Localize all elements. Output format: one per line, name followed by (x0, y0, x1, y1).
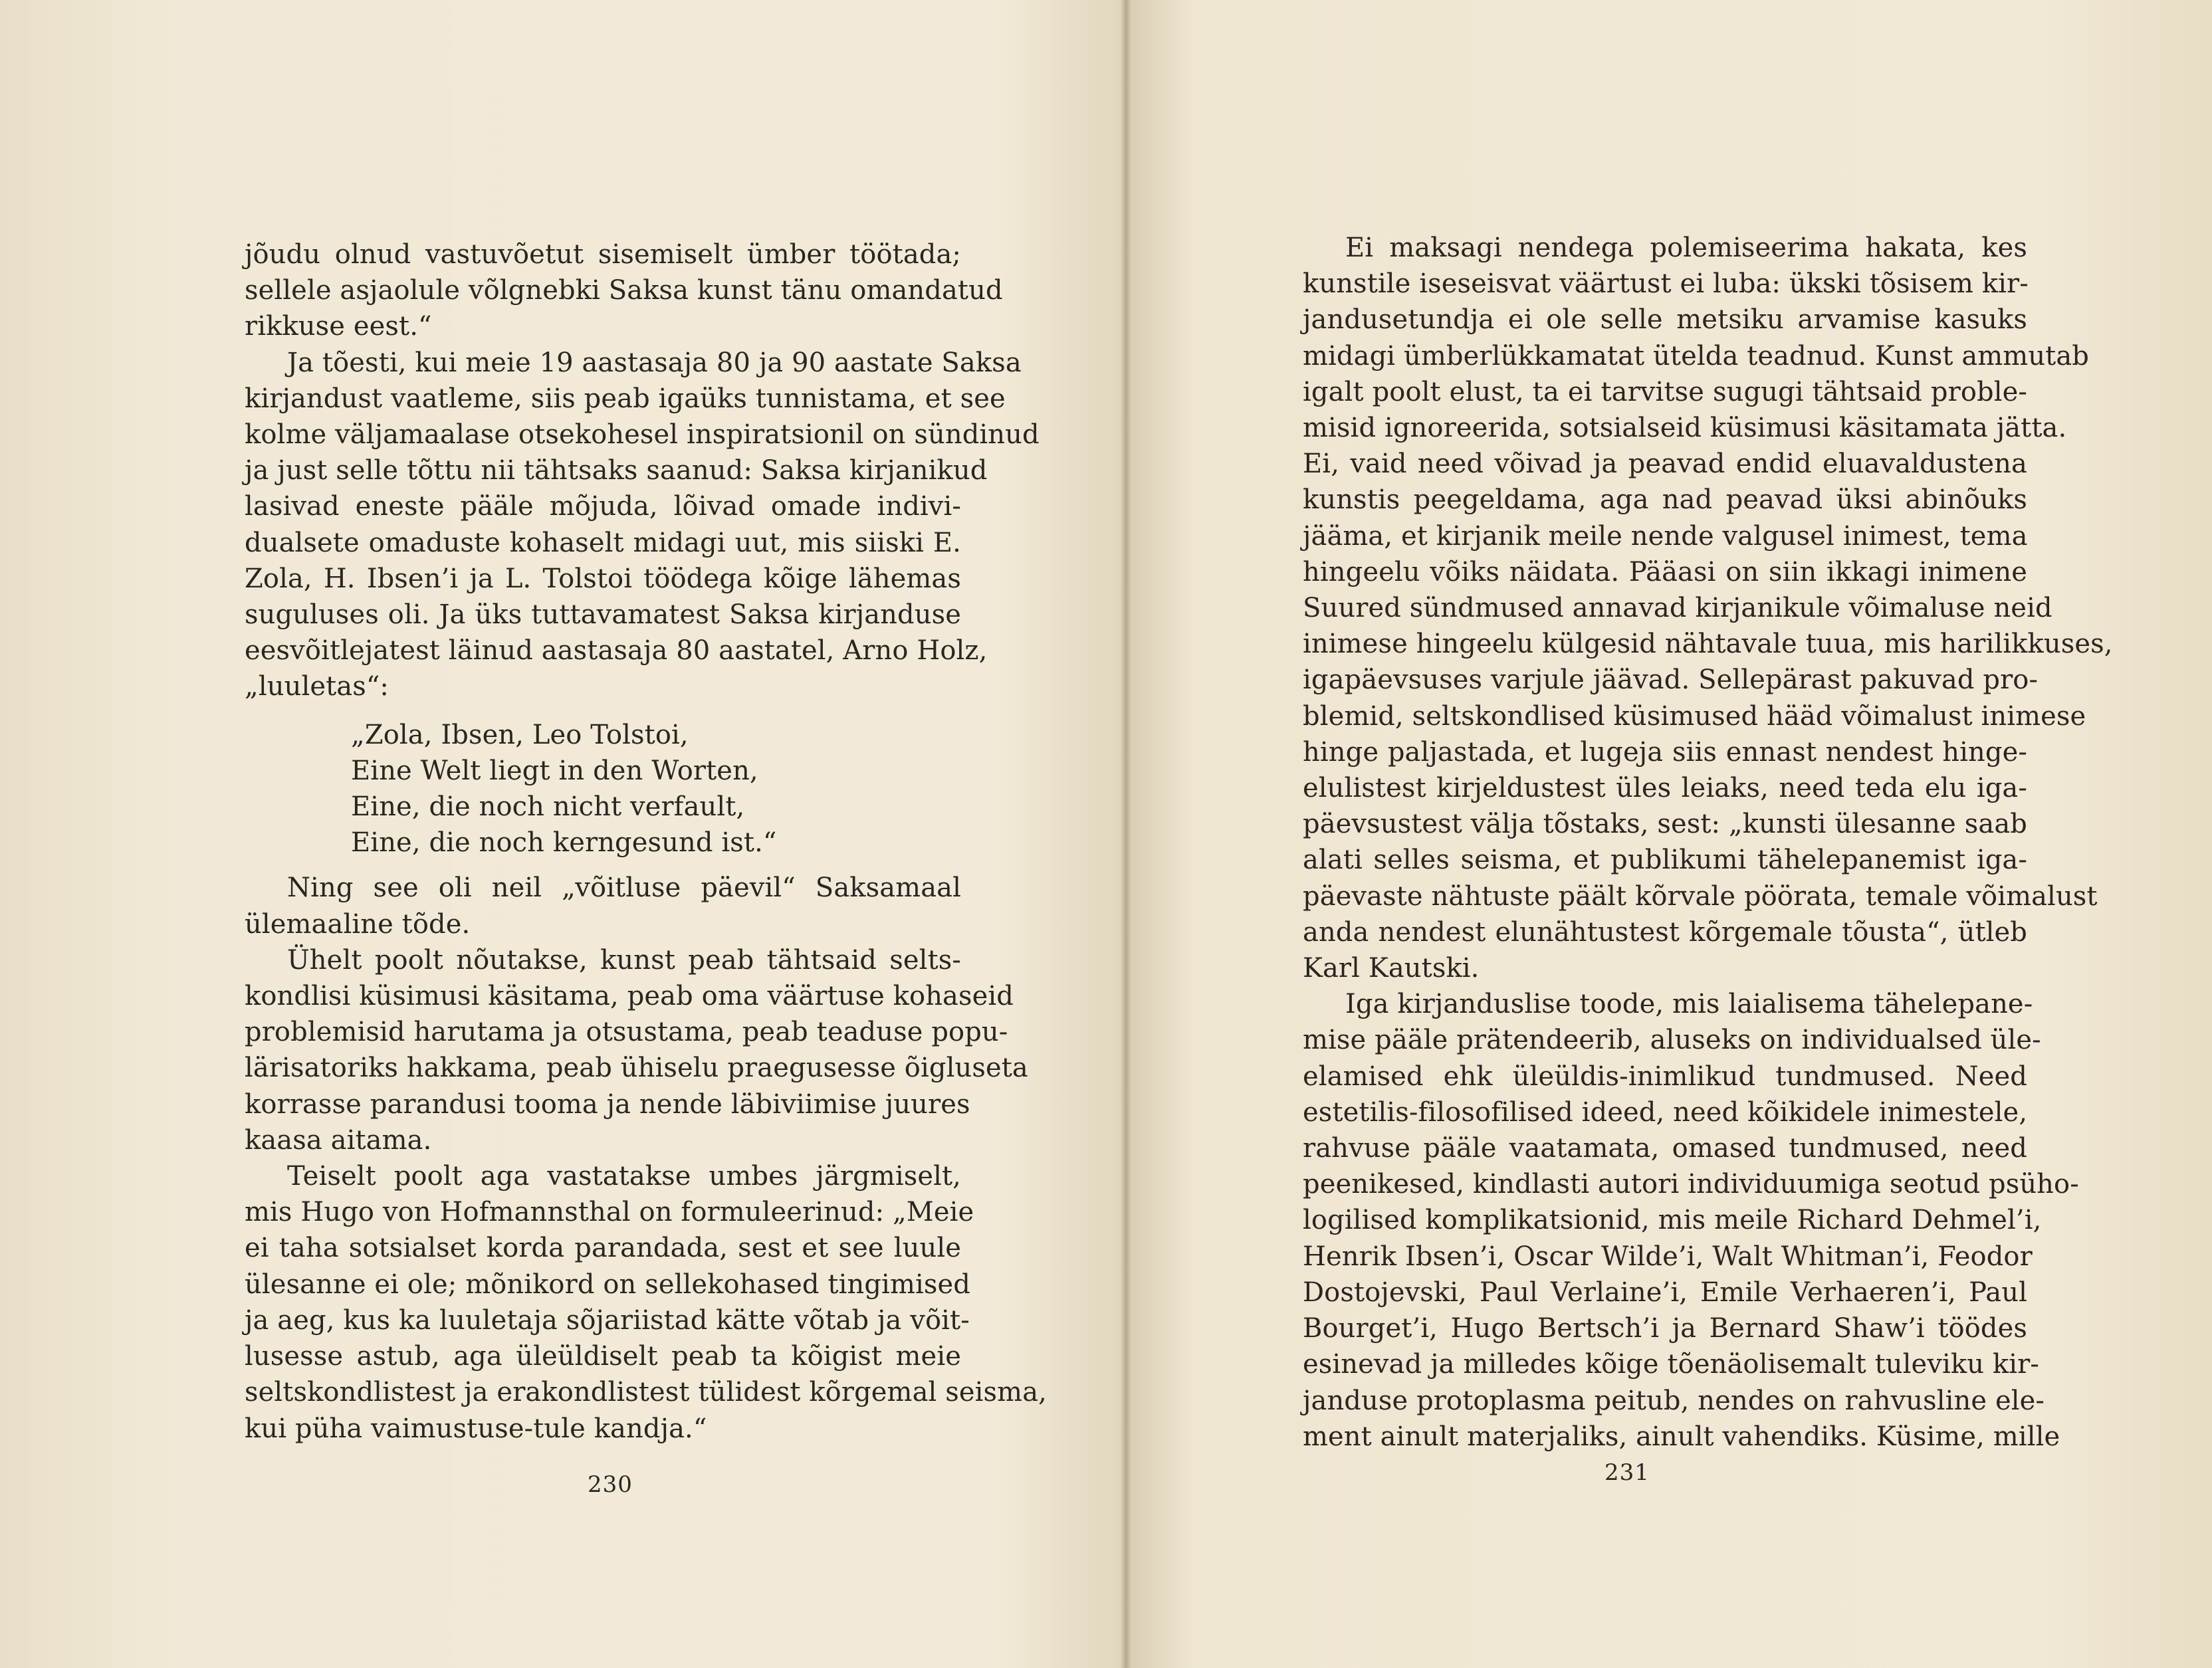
text-line: Ning see oli neil „võitluse päevil“ Saksamaal (287, 873, 961, 904)
text-line: kirjandust vaatleme, siis peab igaüks tunnistama, et see (245, 383, 1006, 414)
text-line: Bourget’i, Hugo Bertsch’i ja Bernard Shaw’i töödes (1303, 1313, 2027, 1344)
text-line: Iga kirjanduslise toode, mis laialisema tähelepane- (1345, 989, 2033, 1020)
text-line: anda nendest elunähtustest kõrgemale tõusta“, ütleb (1303, 916, 2027, 948)
text-line: Ühelt poolt nõutakse, kunst peab tähtsaid selts- (287, 944, 961, 976)
text-line: kunstis peegeldama, aga nad peavad üksi abinõuks (1303, 484, 2027, 516)
text-line: peenikesed, kindlasti autori individuumiga seotud psüho- (1303, 1169, 2079, 1200)
text-line: Dostojevski, Paul Verlaine’i, Emile Verhaeren’i, Paul (1303, 1277, 2027, 1308)
poem-quote (245, 717, 961, 861)
text-line: igalt poolt elust, ta ei tarvitse sugugi tähtsaid proble- (1303, 376, 2027, 407)
poem-line: Eine, die noch kerngesund ist.“ (351, 827, 777, 859)
text-line: kui püha vaimustuse-tule kandja.“ (245, 1413, 707, 1444)
text-line: logilised komplikatsionid, mis meile Richard Dehmel’i, (1303, 1205, 2042, 1236)
text-line: ülemaaline tõde. (245, 908, 471, 940)
text-line: Henrik Ibsen’i, Oscar Wilde’i, Walt Whitman’i, Feodor (1303, 1241, 2033, 1272)
paragraph (1303, 986, 2079, 1455)
poem-line: Eine, die noch nicht verfault, (351, 791, 745, 823)
text-line: hingeelu võiks näidata. Pääasi on siin ikkagi inimene (1303, 556, 2027, 587)
text-line: Ei, vaid need võivad ja peavad endid eluavaldustena (1303, 449, 2027, 480)
text-line: kolme väljamaalase otsekohesel inspiratsionil on sündinud (245, 419, 1040, 451)
text-line: mis Hugo von Hofmannsthal on formuleerinud: „Meie (245, 1197, 974, 1228)
text-line: sellele asjaolule võlgnebki Saksa kunst tänu omandatud (245, 275, 1003, 306)
text-line: midagi ümberlükkamatat ütelda teadnud. Kunst ammutab (1303, 340, 2090, 371)
text-line: jõudu olnud vastuvõetut sisemiselt ümber töötada; (245, 239, 961, 270)
text-line: suguluses oli. Ja üks tuttavamatest Saksa kirjanduse (245, 599, 961, 631)
text-line: rikkuse eest.“ (245, 311, 432, 342)
text-line: ja aeg, kus ka luuletaja sõjariistad kätte võtab ja võit- (245, 1304, 970, 1336)
text-line: lusesse astub, aga üleüldiselt peab ta kõigist meie (245, 1341, 961, 1372)
text-line: ja just selle tõttu nii tähtsaks saanud: Saksa kirjanikud (245, 455, 988, 486)
text-line: elulistest kirjeldustest üles leiaks, need teda elu iga- (1303, 773, 2027, 804)
text-line: Zola, H. Ibsen’i ja L. Tolstoi töödega kõige lähemas (245, 563, 961, 594)
text-line: jandusetundja ei ole selle metsiku arvamise kasuks (1303, 304, 2027, 336)
text-line: igapäevsuses varjule jäävad. Sellepärast pakuvad pro- (1303, 665, 2039, 696)
text-line: ment ainult materjaliks, ainult vahendiks. Küsime, mille (1303, 1421, 2060, 1452)
right-page-text (1303, 230, 2113, 1455)
text-line: misid ignoreerida, sotsialseid küsimusi käsitamata jätta. (1303, 413, 2067, 444)
text-line: mise pääle prätendeerib, aluseks on individualsed üle- (1303, 1025, 2041, 1056)
paragraph (245, 237, 1003, 345)
book-gutter (1121, 0, 1131, 1668)
left-page-text-before-poem (245, 237, 1040, 705)
left-page-text-after-poem (245, 870, 1047, 1446)
text-line: elamised ehk üleüldis-inimlikud tundmused. Need (1303, 1061, 2027, 1092)
text-line: blemid, seltskondlised küsimused hääd võimalust inimese (1303, 700, 2086, 732)
paragraph (245, 870, 961, 942)
text-line: Teiselt poolt aga vastatakse umbes järgmiselt, (287, 1161, 961, 1192)
text-line: lärisatoriks hakkama, peab ühiselu praegusesse õigluseta (245, 1053, 1028, 1084)
text-line: estetilis-filosofilised ideed, need kõikidele inimestele, (1303, 1096, 2028, 1128)
poem-line: Eine Welt liegt in den Worten, (351, 755, 758, 786)
paragraph (245, 1158, 1047, 1447)
paragraph (245, 942, 1028, 1158)
text-line: päevsustest välja tõstaks, sest: „kunsti ülesanne saab (1303, 809, 2027, 840)
text-line: kunstile iseseisvat väärtust ei luba: ükski tõsisem kir- (1303, 268, 2029, 300)
paragraph (245, 345, 1040, 705)
text-line: janduse protoplasma peitub, nendes on rahvusline ele- (1303, 1385, 2045, 1416)
text-line: ülesanne ei ole; mõnikord on sellekohased tingimised (245, 1269, 970, 1300)
text-line: Karl Kautski. (1303, 953, 1480, 984)
text-line: ei taha sotsialset korda parandada, sest et see luule (245, 1233, 961, 1264)
text-line: dualsete omaduste kohaselt midagi uut, mis siiski E. (245, 527, 961, 558)
text-line: „luuletas“: (245, 671, 389, 702)
right-page (1303, 230, 2113, 1455)
text-line: eesvõitlejatest läinud aastasaja 80 aastatel, Arno Holz, (245, 635, 988, 667)
text-line: päevaste nähtuste päält kõrvale pöörata, temale võimalust (1303, 881, 2098, 912)
text-line: Ja tõesti, kui meie 19 aastasaja 80 ja 90 aastate Saksa (287, 347, 1022, 378)
page-number-left: 230 (588, 1471, 633, 1498)
text-line: korrasse parandusi tooma ja nende läbiviimise juures (245, 1089, 970, 1120)
text-line: inimese hingeelu külgesid nähtavale tuua, mis harilikkuses, (1303, 629, 2113, 660)
text-line: hinge paljastada, et lugeja siis ennast nendest hinge- (1303, 736, 2027, 768)
text-line: jääma, et kirjanik meile nende valgusel inimest, tema (1303, 520, 2028, 552)
text-line: rahvuse pääle vaatamata, omased tundmused, need (1303, 1133, 2027, 1164)
page-number-right: 231 (1604, 1459, 1650, 1486)
text-line: lasivad eneste pääle mõjuda, lõivad omade indivi- (245, 491, 961, 522)
text-line: Suured sündmused annavad kirjanikule võimaluse neid (1303, 593, 2052, 624)
text-line: kaasa aitama. (245, 1124, 432, 1156)
poem-line: „Zola, Ibsen, Leo Tolstoi, (351, 719, 689, 750)
text-line: seltskondlistest ja erakondlistest tülidest kõrgemal seisma, (245, 1377, 1047, 1408)
text-line: alati selles seisma, et publikumi tähelepanemist iga- (1303, 845, 2027, 876)
text-line: esinevad ja milledes kõige tõenäolisemalt tuleviku kir- (1303, 1349, 2039, 1380)
text-line: kondlisi küsimusi käsitama, peab oma väärtuse kohaseid (245, 981, 1014, 1012)
left-page (245, 237, 1047, 1447)
text-line: problemisid harutama ja otsustama, peab teaduse popu- (245, 1017, 1008, 1048)
paragraph (1303, 230, 2113, 986)
text-line: Ei maksagi nendega polemiseerima hakata, kes (1345, 233, 2027, 263)
